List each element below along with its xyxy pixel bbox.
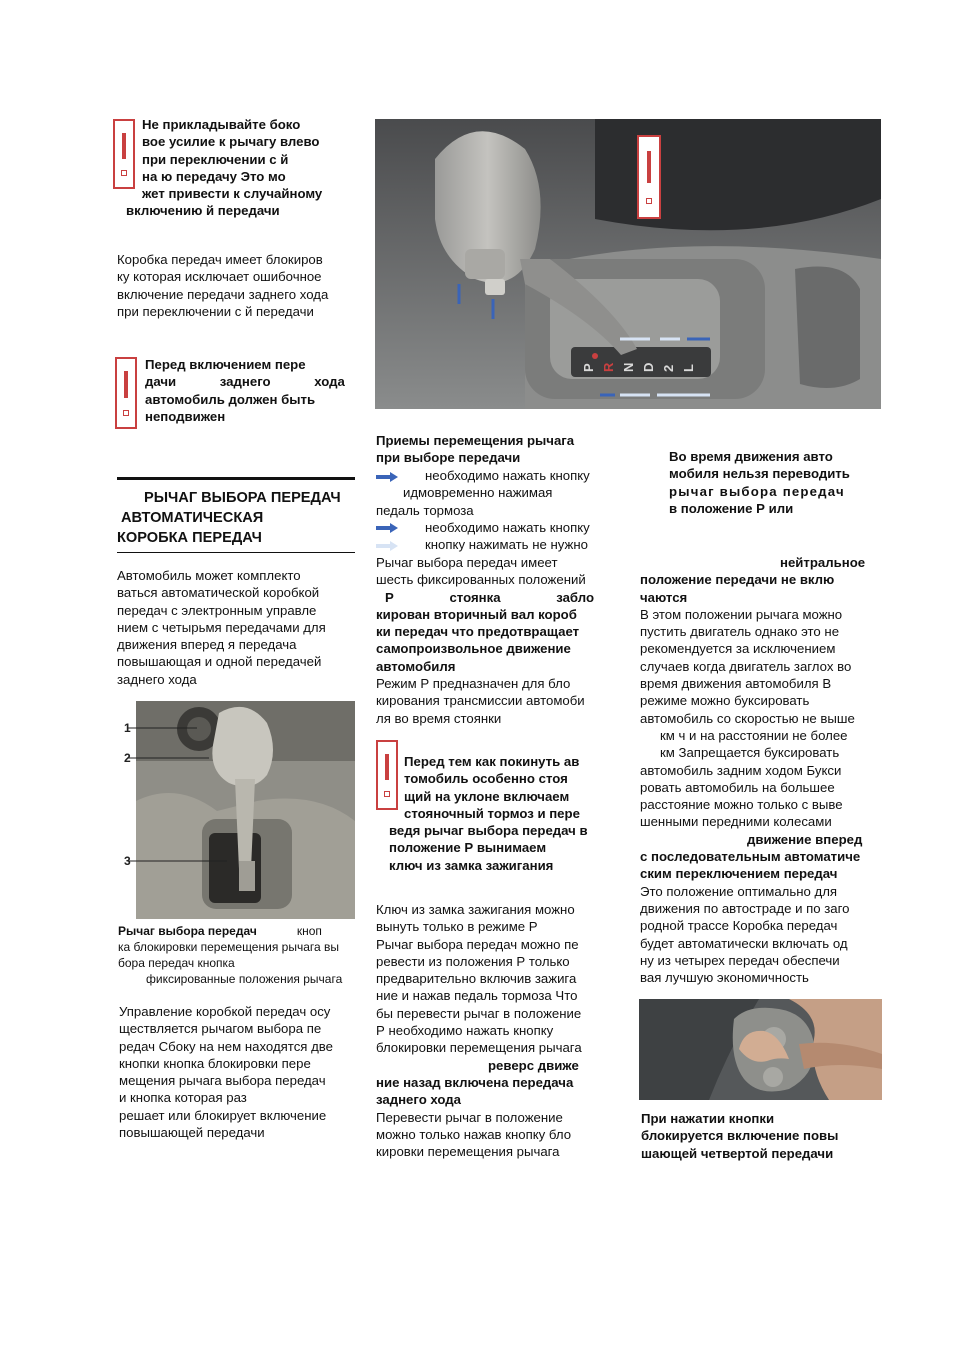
gear-letter: R [601,362,616,372]
button-press-photo [639,999,882,1100]
paragraph: Коробка передач имеет блокиров ку которая исключает ошибочное включение передачи заднего хода при переключении с й передачи [117,252,329,319]
warning-note: Перед тем как покинуть ав томобиль особенно стоя щий на уклоне включаем стояночный тормоз и пере ведя рычаг выбора передач в положение Р вынимаем ключ из замка зажигания [389,754,588,873]
gear-letter: L [681,364,696,372]
paragraph: Рычаг выбора передач имеет шесть фиксированных положений Р стоянка забло кирован вторичный вал короб ки передач что предотвращает самопроизвольное движение автомобиля Режим Р предназначен для бло кирования трансмиссии автомоби ля во время стоянки [376,555,595,726]
gear-letter: D [641,362,656,372]
paragraph: Ключ из замка зажигания можно вынуть только в режиме Р Рычаг выбора передач можно пе ревести из положения Р только предварительно включив зажига ние и нажав педаль тормоза Что бы перевести рычаг в положение Р необходимо нажать кнопку блокировки перемещения рычага реверс движе ние назад включена передача заднего хода Перевести рычаг в положение можно только нажав кнопку бло кировки перемещения рычага [376,902,582,1160]
section-rule-top [117,477,355,480]
column-heading: Приемы перемещения рычага при выборе передачи [376,433,575,466]
blue-arrow-icon [376,473,398,481]
shifter-illustration [117,701,355,919]
warning-note: Не прикладывайте боко вое усилие к рычагу влево при переключении с й на ю передачу Это мо жет привести к случайному включению й передачи [126,117,323,219]
callout-3: 3 [124,854,131,868]
paragraph: нейтральное положение передачи не вклю чаются В этом положении рычага можно пустить двигатель однако это не рекомендуется за исключением случаев когда двигатель заглох во время движения автомобиля В режиме можно буксировать автомобиль со скоростью не выше км ч и на расстоянии не более км Запрещается буксировать автомобиль задним ходом Букси ровать автомобиль на большее расстояние можно только с выве шенными передними колесами движение вперед с последовательным автоматиче ским переключением передач Это положение оптимально для движения по автостраде и по заго родной трассе Коробка передач будет автоматически включать од ну из четырех передач обеспечи вая лучшую экономичность [640,555,866,986]
arrow-legend: необходимо нажать кнопку идмовременно нажимая педаль тормоза необходимо нажать кнопку кнопку нажимать не нужно [376,468,590,553]
gear-letter: 2 [661,364,676,372]
gear-selector-photo [375,119,881,409]
figure-caption: При нажатии кнопки блокируется включение повы шающей четвертой передачи [641,1111,839,1161]
warning-note: Во время движения авто мобиля нельзя переводить рычаг выбора передач в положение Р или [669,449,850,516]
warning-note: Перед включением пере дачи заднего хода автомобиль должен быть неподвижен [145,357,345,424]
paragraph: Автомобиль может комплекто ваться автоматической коробкой передач с электронным управле нием с четырьмя передачами для движения вперед я передача повышающая и одной передачей заднего хода [117,568,326,687]
shifter-photo [117,701,355,919]
paragraph: Управление коробкой передач осу ществляется рычагом выбора пе редач Сбоку на нем находятся две кнопки кнопка блокировки пере мещения рычага выбора передач и кнопка которая раз решает или блокирует включение повышающей передачи [119,1004,333,1141]
callout-1: 1 [124,721,131,735]
gear-selector-illustration [375,119,881,409]
hand-illustration [639,999,882,1100]
white-arrow-icon [376,542,398,550]
figure-caption: Рычаг выбора передач кноп ка блокировки перемещения рычага вы бора передач кнопка фиксированные положения рычага [118,924,343,986]
section-rule-bottom [117,552,355,553]
gear-letter: P [581,363,596,372]
warning-icon [637,135,661,219]
callout-2: 2 [124,751,131,765]
warning-icon [115,357,137,429]
blue-white-arrow-icon [376,524,398,532]
section-title: РЫЧАГ ВЫБОРА ПЕРЕДАЧ АВТОМАТИЧЕСКАЯ КОРОБКА ПЕРЕДАЧ [117,490,341,546]
gear-letter: N [621,362,636,372]
